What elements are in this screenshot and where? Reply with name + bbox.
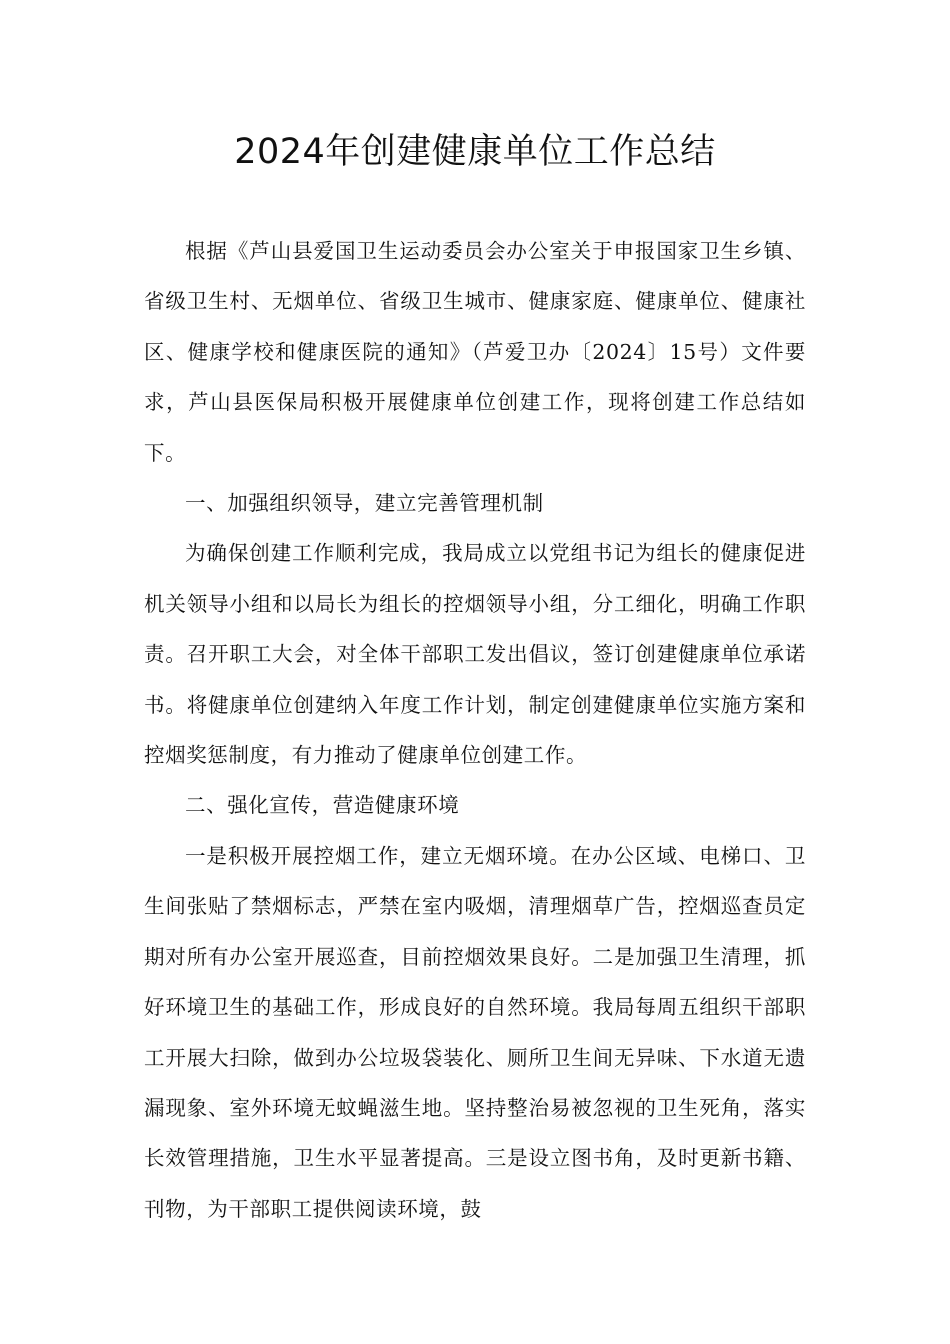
- document-body: [144, 226, 806, 1234]
- intro-paragraph: 根据《芦山县爱国卫生运动委员会办公室关于申报国家卫生乡镇、省级卫生村、无烟单位、省级卫生城市、健康家庭、健康单位、健康社区、健康学校和健康医院的通知》（芦爱卫办〔2024〕15号）文件要求，芦山县医保局积极开展健康单位创建工作，现将创建工作总结如下。: [144, 239, 806, 465]
- section-2-paragraph: 一是积极开展控烟工作，建立无烟环境。在办公区域、电梯口、卫生间张贴了禁烟标志，严禁在室内吸烟，清理烟草广告，控烟巡查员定期对所有办公室开展巡查，目前控烟效果良好。二是加强卫生清理，抓好环境卫生的基础工作，形成良好的自然环境。我局每周五组织干部职工开展大扫除，做到办公垃圾袋装化、厕所卫生间无异味、下水道无遗漏现象、室外环境无蚊蝇滋生地。坚持整治易被忽视的卫生死角，落实长效管理措施，卫生水平显著提高。三是设立图书角，及时更新书籍、刊物，为干部职工提供阅读环境，鼓: [144, 843, 806, 1221]
- document-title: 2024年创建健康单位工作总结: [234, 132, 716, 172]
- section-1-paragraph: 为确保创建工作顺利完成，我局成立以党组书记为组长的健康促进机关领导小组和以局长为组长的控烟领导小组，分工细化，明确工作职责。召开职工大会，对全体干部职工发出倡议，签订创建健康单位承诺书。将健康单位创建纳入年度工作计划，制定创建健康单位实施方案和控烟奖惩制度，有力推动了健康单位创建工作。: [144, 541, 806, 768]
- section-heading-1: 一、加强组织领导，建立完善管理机制: [185, 491, 544, 516]
- section-heading-2: 二、强化宣传，营造健康环境: [185, 793, 460, 818]
